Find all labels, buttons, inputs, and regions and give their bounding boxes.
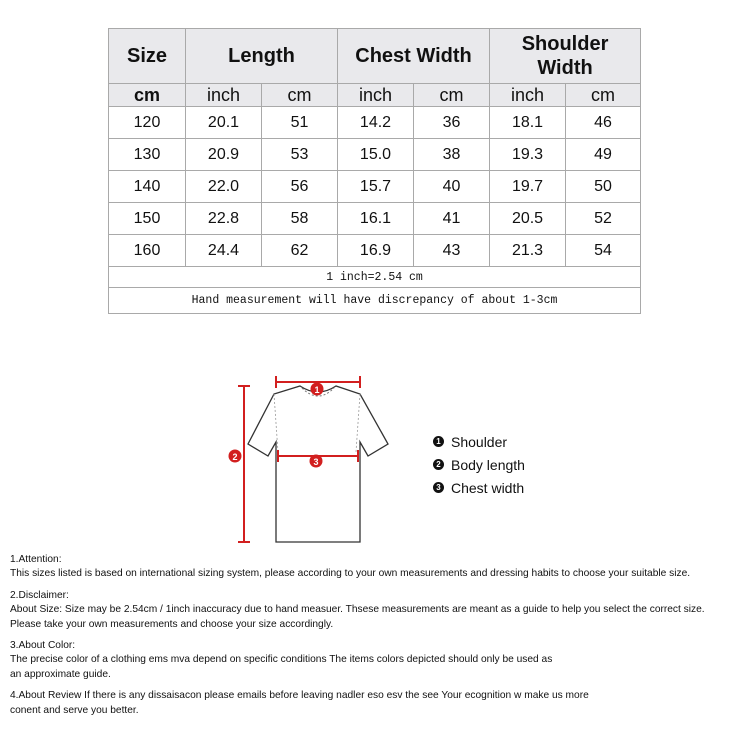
unit-cell: cm (566, 84, 641, 107)
table-cell: 56 (262, 171, 338, 203)
size-header: Size (109, 29, 186, 84)
table-cell: 14.2 (338, 107, 414, 139)
marker-chest-width (310, 455, 323, 468)
note-line: This sizes listed is based on international sizing system, please according to your own measurements and dressing habits to choose your suitable size. (10, 568, 691, 580)
chest-width-header: Chest Width (338, 29, 490, 84)
table-cell: 150 (109, 203, 186, 235)
legend-item (433, 453, 525, 476)
table-cell: 130 (109, 139, 186, 171)
units-row (109, 84, 641, 107)
table-cell: 21.3 (490, 235, 566, 267)
notes-section (10, 553, 745, 725)
svg-text:2: 2 (232, 452, 238, 462)
table-cell: 15.7 (338, 171, 414, 203)
table-cell: 54 (566, 235, 641, 267)
header-row (109, 29, 641, 84)
table-cell: 22.8 (186, 203, 262, 235)
shoulder-header-line2: Width (537, 57, 593, 79)
table-cell: 41 (414, 203, 490, 235)
measurement-diagram (222, 372, 402, 544)
table-cell: 140 (109, 171, 186, 203)
marker-shoulder (311, 383, 324, 396)
size-chart-table (108, 28, 641, 314)
note-line: About Size: Size may be 2.54cm / 1inch inaccuracy due to hand measuer. Thsese measurements are meant as a guide to help you select the correct size. (10, 604, 705, 616)
legend-label: Shoulder (451, 433, 508, 450)
table-cell: 50 (566, 171, 641, 203)
note-line: 4.About Review If there is any dissaisacon please emails before leaving nadler eso esv the see Your ecognition w make us more (10, 690, 589, 702)
unit-cell: inch (338, 84, 414, 107)
note-line: The precise color of a clothing ems mva depend on specific conditions The items colors depicted should only be used as (10, 654, 553, 666)
table-cell: 53 (262, 139, 338, 171)
unit-cell: cm (109, 84, 186, 107)
svg-text:1: 1 (314, 385, 320, 395)
note-color (10, 639, 745, 682)
table-cell: 19.3 (490, 139, 566, 171)
table-cell: 52 (566, 203, 641, 235)
note-disclaimer (10, 589, 745, 632)
table-cell: 38 (414, 139, 490, 171)
note-attention (10, 553, 745, 582)
shoulder-header-line1: Shoulder (521, 33, 609, 55)
conversion-note: 1 inch=2.54 cm (109, 267, 641, 288)
table-cell: 24.4 (186, 235, 262, 267)
shoulder-width-header (490, 29, 641, 84)
table-cell: 43 (414, 235, 490, 267)
note-line: Please take your own measurements and choose your size accordingly. (10, 618, 334, 630)
legend-number: 2 (433, 459, 444, 470)
tshirt-icon (222, 372, 402, 544)
svg-text:3: 3 (313, 457, 319, 467)
legend-label: Chest width (451, 479, 525, 496)
table-cell: 15.0 (338, 139, 414, 171)
discrepancy-row (109, 288, 641, 314)
table-cell: 120 (109, 107, 186, 139)
legend-number: 1 (433, 436, 444, 447)
note-line: conent and serve you better. (10, 704, 139, 716)
marker-body-length (229, 450, 242, 463)
table-row (109, 107, 641, 139)
legend-label: Body length (451, 456, 525, 473)
discrepancy-note: Hand measurement will have discrepancy of about 1-3cm (109, 288, 641, 314)
table-row (109, 171, 641, 203)
legend-item (433, 430, 525, 453)
table-cell: 58 (262, 203, 338, 235)
note-line: an approximate guide. (10, 668, 111, 680)
note-review (10, 689, 745, 718)
note-line: 1.Attention: (10, 554, 62, 565)
unit-cell: cm (262, 84, 338, 107)
unit-cell: cm (414, 84, 490, 107)
note-line: 3.About Color: (10, 640, 76, 652)
table-cell: 20.9 (186, 139, 262, 171)
unit-cell: inch (490, 84, 566, 107)
table-cell: 160 (109, 235, 186, 267)
note-line: 2.Disclaimer: (10, 589, 69, 601)
table-cell: 40 (414, 171, 490, 203)
table-cell: 20.5 (490, 203, 566, 235)
table-cell: 19.7 (490, 171, 566, 203)
unit-cell: inch (186, 84, 262, 107)
table-cell: 51 (262, 107, 338, 139)
table-cell: 36 (414, 107, 490, 139)
conversion-row (109, 267, 641, 288)
table-cell: 49 (566, 139, 641, 171)
table-cell: 20.1 (186, 107, 262, 139)
table-cell: 18.1 (490, 107, 566, 139)
table-cell: 16.9 (338, 235, 414, 267)
table-row (109, 235, 641, 267)
table-cell: 22.0 (186, 171, 262, 203)
table-cell: 62 (262, 235, 338, 267)
length-header: Length (186, 29, 338, 84)
table-cell: 16.1 (338, 203, 414, 235)
legend-item (433, 476, 525, 499)
legend-number: 3 (433, 482, 444, 493)
table-row (109, 203, 641, 235)
table-cell: 46 (566, 107, 641, 139)
diagram-legend (433, 430, 525, 499)
table-row (109, 139, 641, 171)
